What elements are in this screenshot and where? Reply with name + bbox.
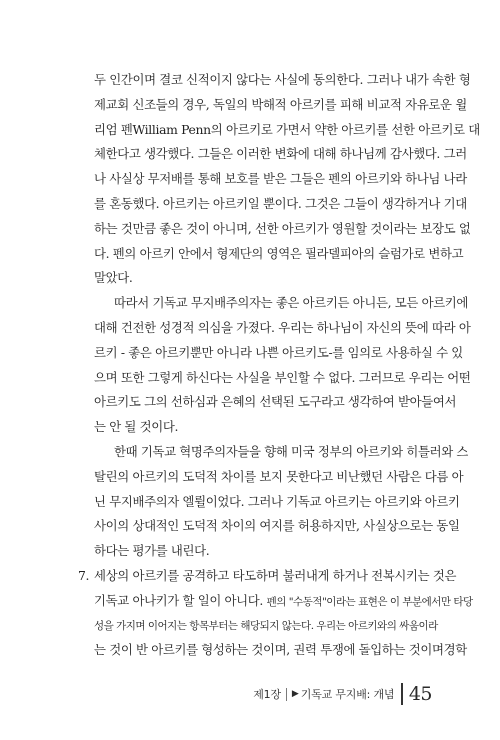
page-footer — [253, 682, 432, 706]
text-line: 나 사실상 무저배를 통해 보호를 받은 그들은 펜의 아르키와 하나님 나라 — [94, 171, 467, 187]
text-line: 리엄 펜William Penn의 아르키로 가면서 약한 아르키를 선한 아르키로 대 — [94, 121, 480, 137]
text-line: 대해 건전한 성경적 의심을 가졌다. 우리는 하나님이 자신의 뜻에 따라 아 — [94, 319, 471, 335]
text-line: 는 것이 반 아르키를 형성하는 것이며, 권력 투쟁에 돌입하는 것이며경학 — [94, 642, 467, 658]
paragraph-first-line: 한때 기독교 혁명주의자들을 향해 미국 정부의 아르키와 히틀러와 스 — [114, 443, 469, 459]
footer-divider — [286, 688, 287, 701]
text-line: 말았다. — [94, 270, 133, 286]
translator-note: 성을 가지며 이어지는 항목부터는 해당되지 않는다. 우리는 아르키와의 싸움이라 — [94, 619, 438, 632]
chapter-label: 제1장 — [253, 688, 281, 701]
text-line: 다. 펜의 아르키 안에서 형제단의 영역은 필라델피아의 슬럼가로 변하고 — [94, 245, 464, 261]
body-text — [78, 68, 480, 663]
list-item-7 — [78, 564, 457, 589]
section-title: 기독교 무지배: 개념 — [300, 688, 395, 701]
text-line: 하다는 평가를 내린다. — [94, 543, 210, 559]
text-line: 를 혼동했다. 아르키는 아르키일 뿐이다. 그것은 그들이 생각하거나 기대 — [94, 195, 467, 211]
translator-note: 펜의 "수동적"이라는 표현은 이 부분에서만 타당 — [266, 595, 473, 608]
text-line: 아르키도 그의 선하심과 은혜의 선택된 도구라고 생각하여 받아들여서 — [94, 394, 457, 410]
text-line: 는 안 될 것이다. — [94, 419, 179, 435]
text-line — [94, 589, 473, 614]
play-arrow-icon: ▶ — [291, 689, 299, 699]
list-number: 7. — [78, 567, 90, 583]
paragraph-first-line: 따라서 기독교 무지배주의자는 좋은 아르키든 아니든, 모든 아르키에 — [114, 295, 469, 311]
text-line: 으며 또한 그렇게 하신다는 사실을 부인할 수 없다. 그러므로 우리는 어떤 — [94, 369, 471, 385]
list-item-text: 기독교 아나키가 할 일이 아니다. — [94, 592, 267, 608]
page-number-divider — [401, 683, 403, 705]
text-line: 하는 것만큼 좋은 것이 아니며, 선한 아르키가 영원할 것이라는 보장도 없 — [94, 220, 471, 236]
text-line: 탈린의 아르키의 도덕적 차이를 보지 못한다고 비난했던 사람은 다름 아 — [94, 468, 464, 484]
text-line: 사이의 상대적인 도덕적 차이의 여지를 허용하지만, 사실상으로는 동일 — [94, 518, 460, 534]
text-line: 두 인간이며 결코 신적이지 않다는 사실에 동의한다. 그러나 내가 속한 형 — [94, 72, 471, 87]
text-line: 제교회 신조들의 경우, 독일의 박해적 아르키를 피해 비교적 자유로운 윌 — [94, 96, 467, 112]
text-line: 체한다고 생각했다. 그들은 이러한 변화에 대해 하나님께 감사했다. 그러 — [94, 146, 467, 162]
list-item-text: 세상의 아르키를 공격하고 타도하며 불러내게 하거나 전복시키는 것은 — [94, 567, 457, 583]
text-line: 르키 - 좋은 아르키뿐만 아니라 나쁜 아르키도-를 임의로 사용하실 수 있 — [94, 344, 463, 360]
text-line: 닌 무지배주의자 엘륄이었다. 그러나 기독교 아르키는 아르키와 아르키 — [94, 493, 460, 509]
page-number: 45 — [408, 683, 432, 705]
